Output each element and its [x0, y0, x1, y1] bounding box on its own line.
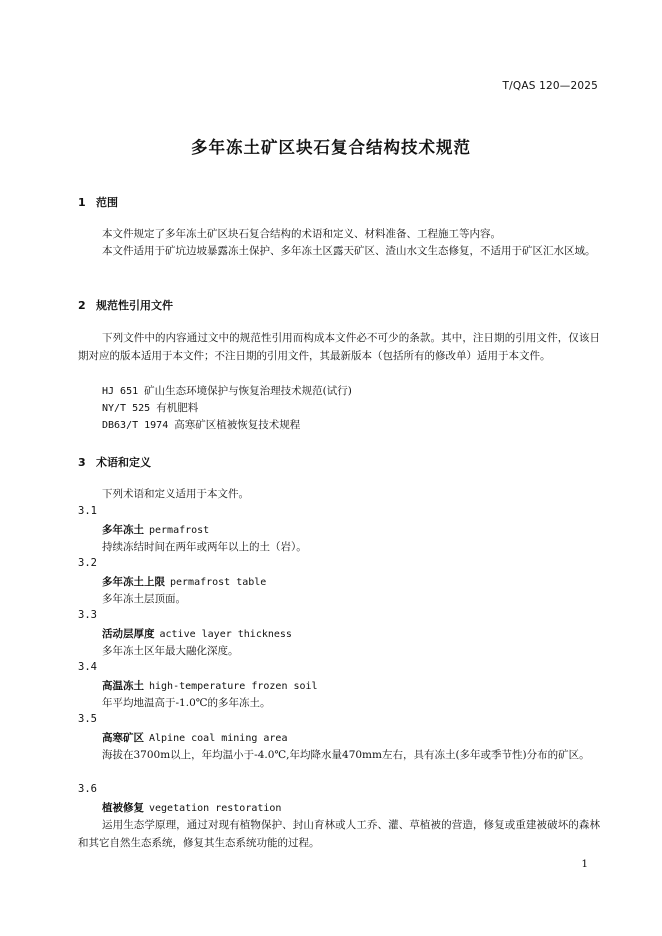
term-chinese: 植被修复	[102, 802, 144, 814]
section-number: 1	[78, 196, 86, 209]
term-english: permafrost	[149, 525, 210, 536]
document-code: T/QAS 120—2025	[502, 80, 598, 92]
section-1-heading	[78, 194, 118, 210]
section-3-intro: 下列术语和定义适用于本文件。	[102, 488, 249, 500]
term-english: high-temperature frozen soil	[149, 681, 318, 692]
term-number: 3.1	[78, 505, 97, 517]
term-number: 3.2	[78, 557, 97, 569]
term-chinese: 活动层厚度	[102, 628, 155, 640]
term-chinese: 多年冻土	[102, 524, 144, 536]
term-definition: 多年冻土层顶面。	[102, 593, 186, 605]
term-definition: 多年冻土区年最大融化深度。	[102, 645, 239, 657]
section-title: 范围	[96, 196, 118, 209]
term-number: 3.4	[78, 661, 97, 673]
reference-code: HJ 651	[102, 386, 139, 397]
reference-item	[102, 400, 198, 415]
term-english: permafrost table	[170, 577, 267, 588]
term-chinese: 高寒矿区	[102, 732, 144, 744]
reference-name: 高寒矿区植被恢复技术规程	[174, 419, 301, 431]
term-definition: 运用生态学原理，通过对现有植物保护、封山育林或人工乔、灌、草植被的营造，修复或重建被破坏的森林和其它自然生态系统，修复其生态系统功能的过程。	[78, 819, 600, 849]
section-1-paragraph-2: 本文件适用于矿坑边坡暴露冻土保护、多年冻土区露天矿区、渣山水文生态修复，不适用于矿区汇水区域。	[102, 245, 596, 257]
reference-item	[102, 383, 352, 398]
section-title: 规范性引用文件	[96, 299, 173, 312]
term-english: vegetation restoration	[149, 803, 282, 814]
page-number: 1	[581, 858, 588, 870]
term-title	[102, 730, 287, 745]
section-3-heading	[78, 454, 151, 470]
term-english: Alpine coal mining area	[149, 733, 288, 744]
term-definition: 年平均地温高于-1.0℃的多年冻土。	[102, 697, 271, 709]
term-number: 3.3	[78, 609, 97, 621]
section-2-heading	[78, 297, 173, 313]
term-title	[102, 626, 292, 641]
term-title	[102, 800, 281, 815]
term-title	[102, 522, 209, 537]
section-title: 术语和定义	[96, 456, 151, 469]
term-definition: 持续冻结时间在两年或两年以上的土（岩）。	[102, 541, 307, 553]
section-2-paragraph-1: 下列文件中的内容通过文中的规范性引用而构成本文件必不可少的条款。其中，注日期的引用文件，仅该日期对应的版本适用于本文件；不注日期的引用文件，其最新版本（包括所有的修改单）适用于本文件。	[78, 332, 600, 362]
term-english: active layer thickness	[159, 629, 292, 640]
term-title	[102, 574, 266, 589]
term-number: 3.5	[78, 713, 97, 725]
term-number: 3.6	[78, 783, 97, 795]
term-title	[102, 678, 318, 693]
section-number: 2	[78, 299, 86, 312]
reference-item	[102, 417, 300, 432]
reference-code: DB63/T 1974	[102, 420, 169, 431]
reference-name: 矿山生态环境保护与恢复治理技术规范(试行)	[144, 385, 352, 397]
section-1-paragraph-1: 本文件规定了多年冻土矿区块石复合结构的术语和定义、材料准备、工程施工等内容。	[102, 228, 501, 240]
section-number: 3	[78, 456, 86, 469]
term-definition: 海拔在3700m以上，年均温小于-4.0℃,年均降水量470mm左右，具有冻土(多年或季节性)分布的矿区。	[102, 749, 590, 761]
document-title: 多年冻土矿区块石复合结构技术规范	[191, 138, 471, 157]
reference-name: 有机肥料	[156, 402, 199, 414]
term-chinese: 高温冻土	[102, 680, 144, 692]
reference-code: NY/T 525	[102, 403, 151, 414]
term-chinese: 多年冻土上限	[102, 576, 165, 588]
